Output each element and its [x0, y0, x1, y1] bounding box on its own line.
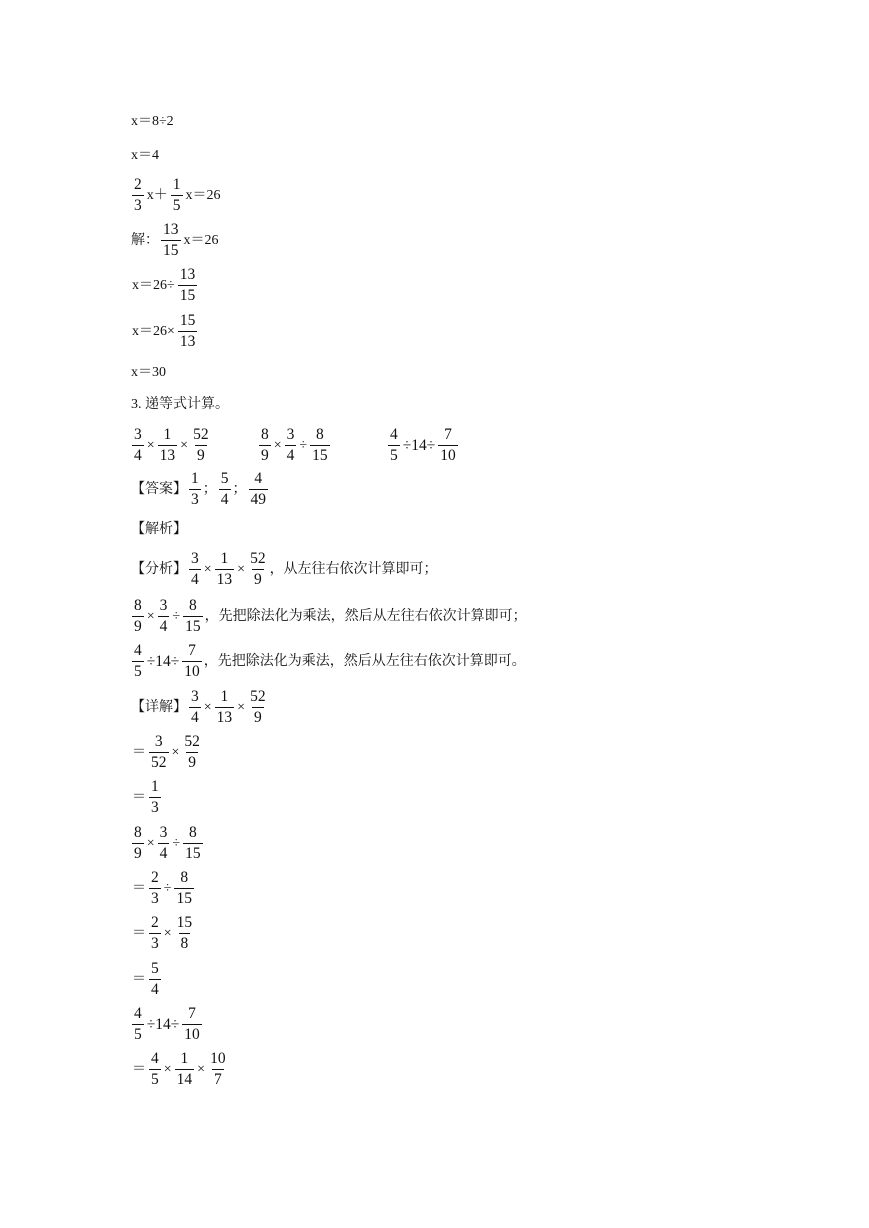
fraction-numerator: 1 [151, 778, 159, 795]
fraction-numerator: 1 [180, 1050, 189, 1067]
math-text: ，从左往右依次计算即可； [269, 561, 438, 577]
fraction [310, 426, 330, 465]
fraction-denominator: 8 [180, 935, 189, 952]
math-text: ÷ [172, 835, 181, 851]
math-text: ÷ [172, 608, 181, 624]
question-3-heading: 3. 递等式计算。 [131, 397, 229, 412]
math-text: ＝ [132, 1061, 146, 1077]
fraction-numerator: 52 [184, 733, 200, 750]
fraction [208, 1050, 228, 1089]
fraction [182, 642, 202, 681]
math-text: x＋ [146, 187, 168, 203]
fraction-denominator: 15 [312, 447, 328, 464]
fraction-denominator: 4 [220, 491, 229, 508]
fraction-denominator: 9 [253, 571, 262, 588]
fraction-denominator: 4 [286, 447, 295, 464]
fraction [182, 1005, 202, 1044]
fraction-denominator: 10 [184, 663, 200, 680]
fraction-denominator: 14 [176, 1071, 193, 1088]
fraction [215, 550, 235, 589]
fraction-numerator: 4 [134, 642, 142, 659]
fraction [149, 1050, 161, 1089]
fraction [132, 176, 144, 215]
fraction-numerator: 4 [254, 470, 263, 487]
math-text: ； [232, 481, 247, 497]
math-text: 【分析】 [131, 561, 187, 577]
math-text: × [146, 608, 155, 624]
fraction-denominator: 4 [191, 571, 199, 588]
fraction-numerator: 7 [444, 426, 452, 443]
fraction-numerator: 2 [151, 914, 159, 931]
fraction [161, 221, 181, 260]
line-x-8-div-2: x＝8÷2 [131, 114, 174, 129]
fraction-numerator: 5 [151, 960, 159, 977]
math-text: x＝26× [132, 323, 175, 339]
fraction [132, 1005, 144, 1044]
math-text: ，先把除法化为乘法，然后从左往右依次计算即可； [204, 608, 527, 624]
detail-step-4 [131, 869, 195, 908]
math-text: ＝ [132, 880, 146, 896]
fraction-denominator: 5 [151, 1071, 159, 1088]
fraction [285, 426, 297, 465]
math-text: × [273, 437, 282, 453]
analysis-line-2 [131, 597, 527, 636]
fraction-denominator: 9 [196, 447, 205, 464]
math-text: × [203, 699, 212, 715]
fraction-denominator: 49 [250, 491, 266, 508]
fraction [132, 642, 144, 681]
fraction-denominator: 15 [179, 287, 196, 304]
fraction-denominator: 10 [184, 1026, 200, 1043]
math-text: ＝ [132, 744, 146, 760]
fraction-numerator: 15 [176, 914, 193, 931]
fraction-numerator: 1 [220, 550, 229, 567]
fraction [132, 824, 144, 863]
fraction [438, 426, 458, 465]
fraction [183, 597, 203, 636]
fraction-denominator: 4 [151, 981, 159, 998]
fraction-numerator: 8 [134, 597, 142, 614]
math-text: x＝26 [183, 232, 219, 248]
math-text: 【答案】 [131, 481, 187, 497]
fraction [175, 1050, 195, 1089]
fraction-denominator: 4 [134, 447, 142, 464]
fraction-numerator: 4 [390, 426, 398, 443]
fraction [178, 312, 198, 351]
detail-problem-1 [131, 688, 269, 727]
fraction-numerator: 1 [220, 688, 229, 705]
fraction [149, 733, 169, 772]
math-text: 解： [131, 232, 159, 248]
fraction [248, 688, 268, 727]
fraction [158, 824, 170, 863]
fraction [132, 426, 144, 465]
math-text: ÷ [299, 437, 308, 453]
fraction-numerator: 10 [210, 1050, 226, 1067]
fraction [248, 550, 268, 589]
math-text: × [171, 744, 180, 760]
math-text: × [146, 835, 155, 851]
fraction-denominator: 13 [216, 571, 233, 588]
fraction-numerator: 3 [154, 733, 163, 750]
fraction-denominator: 7 [213, 1071, 222, 1088]
math-text: x＝26÷ [132, 277, 175, 293]
fraction-numerator: 8 [315, 426, 324, 443]
answer-row [131, 470, 269, 509]
fraction-numerator: 8 [188, 597, 197, 614]
fraction-numerator: 52 [250, 550, 266, 567]
fraction [132, 597, 144, 636]
math-text: × [197, 1061, 206, 1077]
fraction-denominator: 13 [216, 709, 233, 726]
fraction-denominator: 9 [253, 709, 262, 726]
solution-step-combine [131, 221, 220, 260]
detail-step-1 [131, 733, 203, 772]
fraction-numerator: 3 [191, 550, 199, 567]
fraction-numerator: 2 [134, 176, 142, 193]
fraction-numerator: 3 [191, 688, 199, 705]
math-text: ＝ [132, 789, 146, 805]
fraction-numerator: 4 [151, 1050, 159, 1067]
fraction-numerator: 52 [193, 426, 209, 443]
fraction-numerator: 8 [261, 426, 269, 443]
fraction-denominator: 5 [172, 197, 181, 214]
fraction [182, 733, 202, 772]
fraction-denominator: 5 [390, 447, 398, 464]
math-text: × [163, 925, 172, 941]
math-text: ÷ [163, 880, 172, 896]
fraction-denominator: 9 [134, 845, 142, 862]
math-text: ÷14÷ [402, 436, 436, 454]
fraction-numerator: 1 [163, 426, 172, 443]
fraction-denominator: 3 [151, 935, 159, 952]
fraction-denominator: 4 [159, 845, 168, 862]
fraction-numerator: 7 [188, 1005, 196, 1022]
fraction [259, 426, 271, 465]
fraction-numerator: 3 [286, 426, 295, 443]
math-text: × [163, 1061, 172, 1077]
fraction-denominator: 9 [188, 754, 197, 771]
fraction-denominator: 4 [191, 709, 199, 726]
math-text: 【详解】 [131, 699, 187, 715]
fraction-numerator: 8 [188, 824, 197, 841]
fraction [191, 426, 211, 465]
equation-fraction-sum [131, 176, 222, 215]
math-text: ； [202, 481, 217, 497]
fraction-numerator: 3 [159, 824, 168, 841]
fraction-denominator: 9 [261, 447, 269, 464]
problem-1 [131, 426, 212, 465]
fraction-numerator: 7 [188, 642, 196, 659]
fraction [388, 426, 400, 465]
analysis-line-3 [131, 642, 526, 681]
math-text: x＝26 [185, 187, 221, 203]
fraction-denominator: 10 [440, 447, 456, 464]
fraction-denominator: 3 [191, 491, 199, 508]
fraction-denominator: 52 [151, 754, 167, 771]
math-text: ＝ [132, 925, 146, 941]
fraction [149, 869, 161, 908]
line-x-30: x＝30 [131, 365, 166, 380]
fraction-numerator: 3 [159, 597, 168, 614]
analysis-line-1 [131, 550, 438, 589]
fraction [219, 470, 231, 509]
fraction-denominator: 3 [134, 197, 142, 214]
fraction-numerator: 1 [191, 470, 199, 487]
math-text: × [237, 561, 246, 577]
fraction-numerator: 8 [134, 824, 142, 841]
line-x-4: x＝4 [131, 148, 159, 163]
fraction-denominator: 15 [185, 845, 201, 862]
math-text: ，先把除法化为乘法，然后从左往右依次计算即可。 [203, 653, 526, 669]
detail-step-5 [131, 914, 195, 953]
math-text: × [237, 699, 246, 715]
math-text: × [146, 437, 155, 453]
fraction-numerator: 13 [163, 221, 179, 238]
fraction [174, 869, 194, 908]
fraction-denominator: 13 [179, 333, 196, 350]
jiexi-heading: 【解析】 [131, 522, 187, 537]
fraction [189, 688, 201, 727]
fraction-denominator: 13 [159, 447, 176, 464]
fraction-numerator: 5 [220, 470, 229, 487]
detail-step-6 [131, 960, 162, 999]
fraction-numerator: 3 [134, 426, 142, 443]
fraction-numerator: 13 [179, 266, 196, 283]
solution-step-multiply [131, 312, 198, 351]
fraction [249, 470, 269, 509]
problem-2 [258, 426, 331, 465]
fraction-denominator: 3 [151, 890, 159, 907]
fraction-denominator: 9 [134, 618, 142, 635]
math-text: ÷14÷ [146, 652, 180, 670]
fraction [158, 426, 178, 465]
fraction [175, 914, 195, 953]
math-text: ＝ [132, 971, 146, 987]
fraction [215, 688, 235, 727]
fraction-numerator: 4 [134, 1005, 142, 1022]
fraction-denominator: 3 [151, 799, 159, 816]
fraction-numerator: 52 [250, 688, 266, 705]
fraction-denominator: 15 [176, 890, 192, 907]
detail-problem-3 [131, 1005, 203, 1044]
math-text: × [203, 561, 212, 577]
fraction [171, 176, 183, 215]
detail-step-8 [131, 1050, 229, 1089]
math-text: × [180, 437, 189, 453]
fraction-denominator: 15 [163, 242, 179, 259]
fraction-numerator: 8 [180, 869, 189, 886]
detail-problem-2 [131, 824, 204, 863]
fraction [189, 550, 201, 589]
fraction [158, 597, 170, 636]
fraction-numerator: 1 [172, 176, 181, 193]
fraction-denominator: 15 [185, 618, 201, 635]
fraction [183, 824, 203, 863]
solution-step-divide [131, 266, 198, 305]
math-text: ÷14÷ [146, 1015, 180, 1033]
fraction-denominator: 5 [134, 663, 142, 680]
fraction [149, 778, 161, 817]
fraction-numerator: 2 [151, 869, 159, 886]
detail-step-2 [131, 778, 162, 817]
fraction [149, 960, 161, 999]
problem-3 [387, 426, 459, 465]
fraction [178, 266, 198, 305]
fraction-numerator: 15 [179, 312, 196, 329]
fraction [149, 914, 161, 953]
fraction-denominator: 5 [134, 1026, 142, 1043]
fraction-denominator: 4 [159, 618, 168, 635]
fraction [189, 470, 201, 509]
